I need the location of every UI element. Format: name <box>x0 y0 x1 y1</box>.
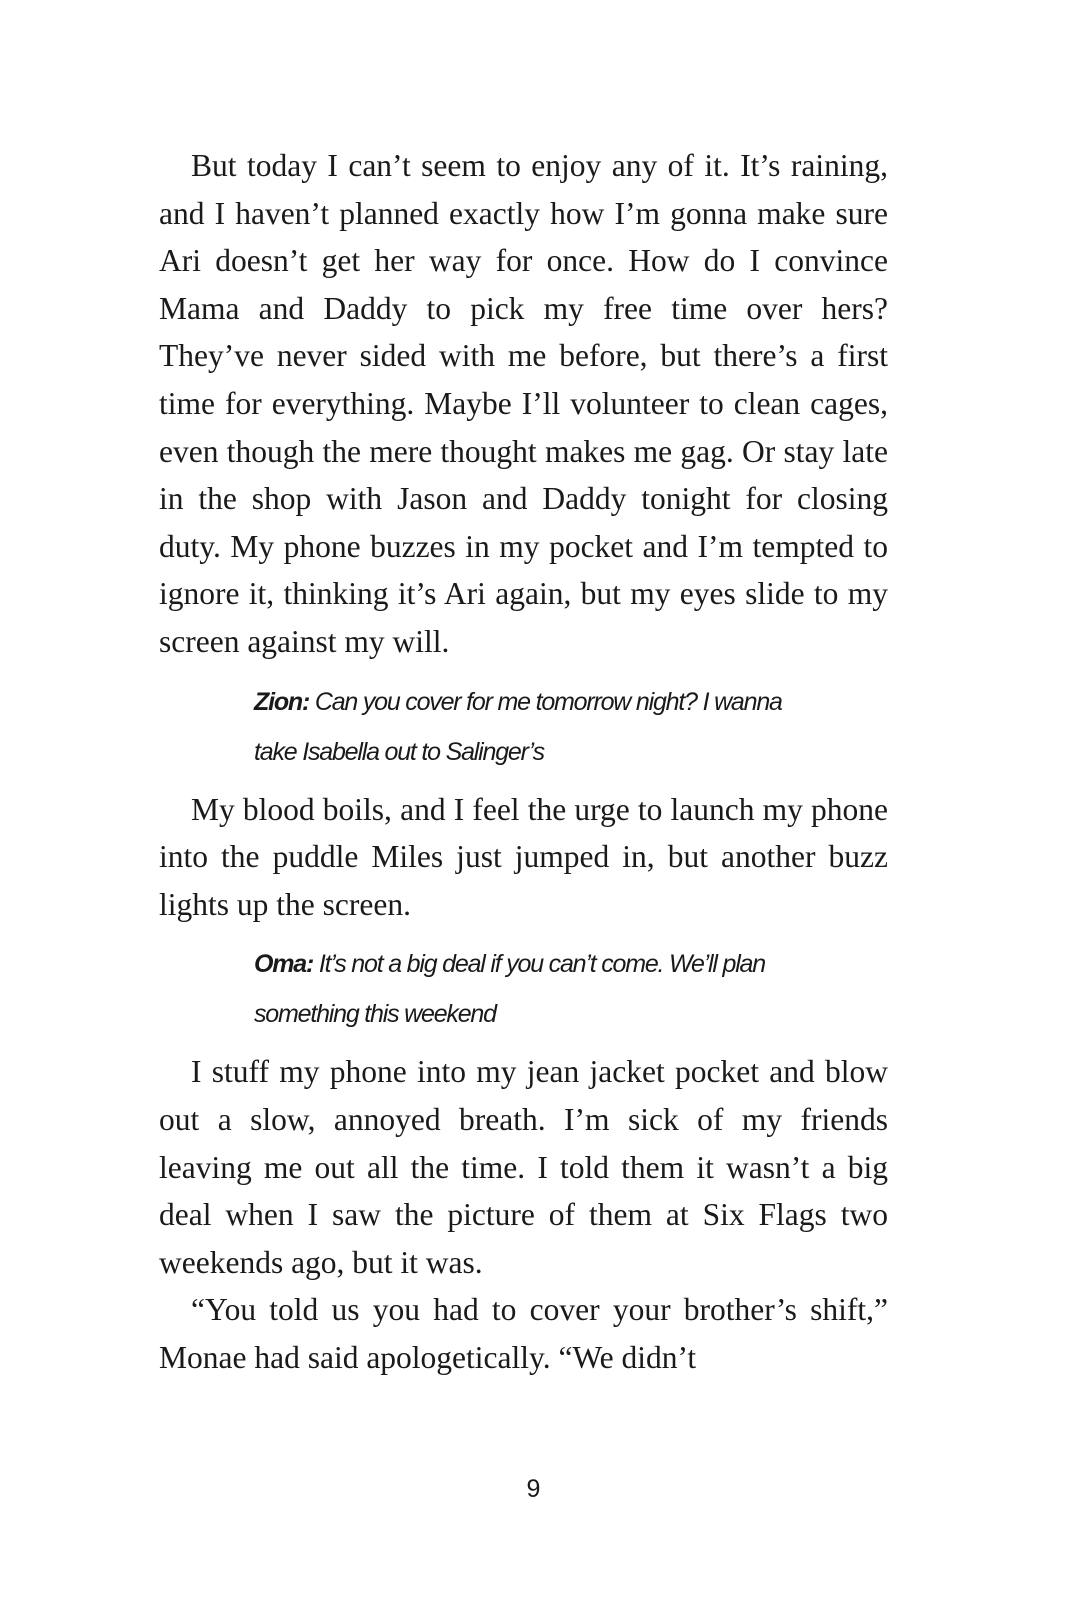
paragraph-3: I stuff my phone into my jean jacket pocket and blow out a slow, annoyed breath. I’m sick of my friends leaving me out all the time. I told them it wasn’t a big deal when I saw the picture of them at Six Flags two weekends ago, but it was. <box>159 1054 888 1280</box>
text-message-oma <box>159 939 814 1039</box>
paragraph-4: “You told us you had to cover your brother’s shift,” Monae had said apologetically. “We didn’t <box>159 1292 888 1375</box>
book-page-body <box>159 142 888 1381</box>
message-text: Can you cover for me tomorrow night? I wanna take Isabella out to Salinger’s <box>254 687 782 766</box>
message-sender: Oma: <box>254 950 314 979</box>
page-number: 9 <box>526 1475 541 1503</box>
text-message-zion <box>159 677 814 777</box>
message-text: It’s not a big deal if you can’t come. We’ll plan something this weekend <box>254 950 765 1029</box>
message-sender: Zion: <box>254 687 310 716</box>
paragraph-2: My blood boils, and I feel the urge to launch my phone into the puddle Miles just jumped in, but another buzz lights up the screen. <box>159 791 888 922</box>
paragraph-1: But today I can’t seem to enjoy any of it. It’s raining, and I haven’t planned exactly how I’m gonna make sure Ari doesn’t get her way for once. How do I convince Mama and Daddy to pick my free time over hers? They’ve never sided with me before, but there’s a first time for everything. Maybe I’ll volunteer to clean cages, even though the mere thought makes me gag. Or stay late in the shop with Jason and Daddy tonight for closing duty. My phone buzzes in my pocket and I’m tempted to ignore it, thinking it’s Ari again, but my eyes slide to my screen against my will. <box>159 148 888 659</box>
